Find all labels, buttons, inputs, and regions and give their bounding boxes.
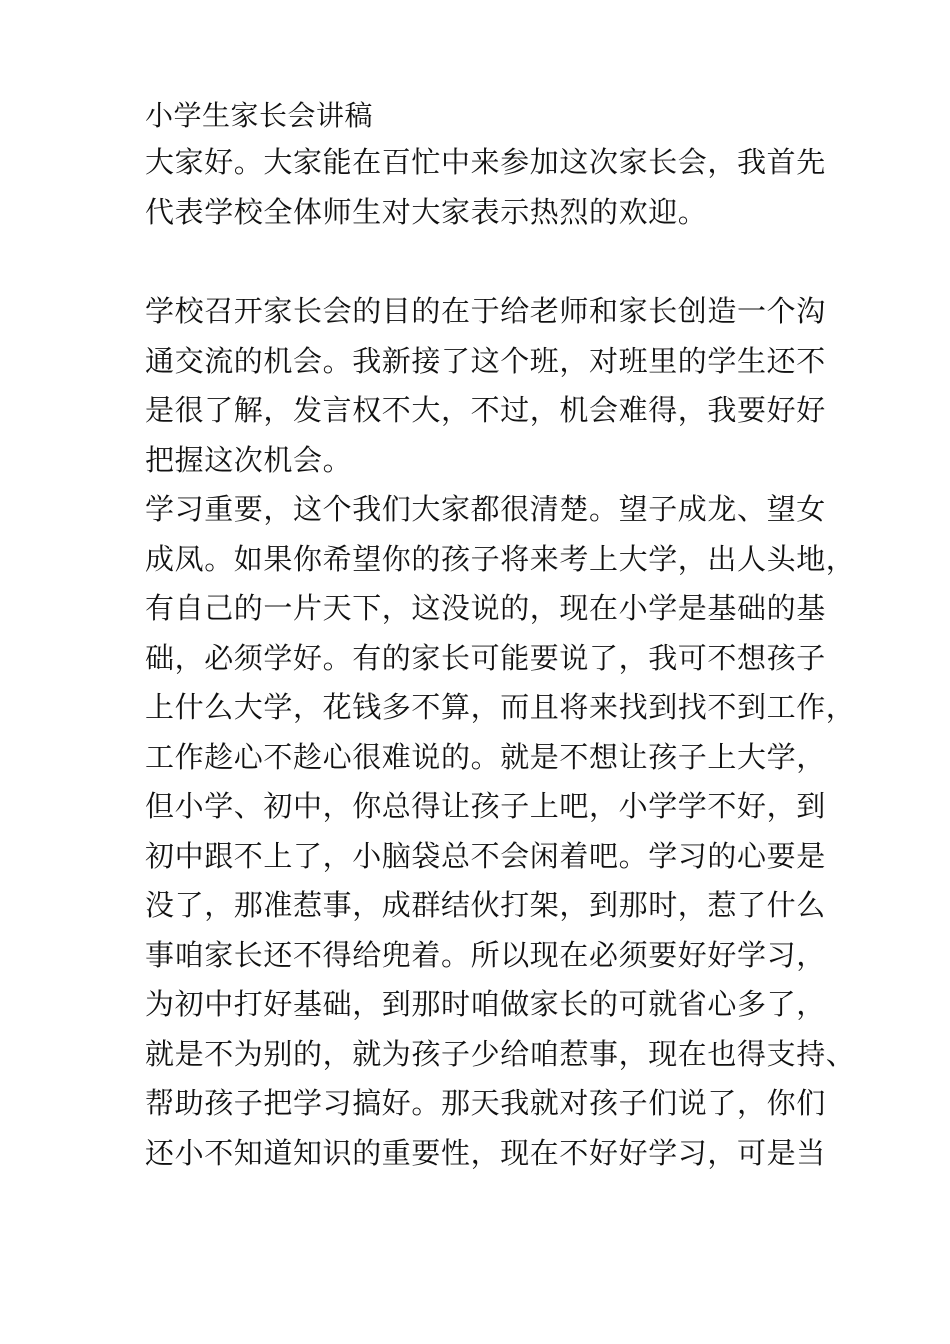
text-line: 帮助孩子把学习搞好。那天我就对孩子们说了，你们 — [145, 1086, 826, 1120]
paragraph-welcome — [145, 138, 826, 237]
text-line: 学校召开家长会的目的在于给老师和家长创造一个沟 — [145, 294, 826, 328]
text-line: 大家好。大家能在百忙中来参加这次家长会，我首先 — [145, 145, 826, 179]
text-line: 就是不为别的，就为孩子少给咱惹事，现在也得支持、 — [145, 1036, 856, 1071]
text-line: 是很了解，发言权不大，不过，机会难得，我要好好 — [145, 393, 826, 427]
text-line: 代表学校全体师生对大家表示热烈的欢迎。 — [145, 194, 708, 229]
text-line: 没了，那准惹事，成群结伙打架，到那时，惹了什么 — [145, 888, 826, 922]
document-title: 小学生家长会讲稿 — [145, 99, 374, 132]
text-line: 成凤。如果你希望你的孩子将来考上大学，出人头地， — [145, 541, 856, 576]
text-line: 把握这次机会。 — [145, 442, 353, 477]
text-line: 初中跟不上了，小脑袋总不会闲着吧。学习的心要是 — [145, 838, 826, 873]
text-line: 础，必须学好。有的家长可能要说了，我可不想孩子 — [145, 640, 826, 675]
document-content — [145, 94, 856, 1178]
text-line: 还小不知道知识的重要性，现在不好好学习，可是当 — [145, 1135, 826, 1170]
paragraph-spacer — [145, 237, 810, 287]
text-line: 学习重要，这个我们大家都很清楚。望子成龙、望女 — [145, 492, 826, 526]
text-line: 通交流的机会。我新接了这个班，对班里的学生还不 — [145, 343, 826, 378]
text-line: 工作趁心不趁心很难说的。就是不想让孩子上大学， — [145, 739, 826, 774]
text-line: 上什么大学，花钱多不算，而且将来找到找不到工作， — [145, 690, 856, 724]
text-line: 有自己的一片天下，这没说的，现在小学是基础的基 — [145, 591, 826, 625]
paragraph-purpose — [145, 287, 826, 485]
text-line: 为初中打好基础，到那时咱做家长的可就省心多了， — [145, 987, 826, 1021]
text-line: 事咱家长还不得给兜着。所以现在必须要好好学习， — [145, 937, 826, 972]
text-line: 但小学、初中，你总得让孩子上吧，小学学不好，到 — [145, 789, 826, 823]
paragraph-study-importance — [145, 485, 856, 1178]
